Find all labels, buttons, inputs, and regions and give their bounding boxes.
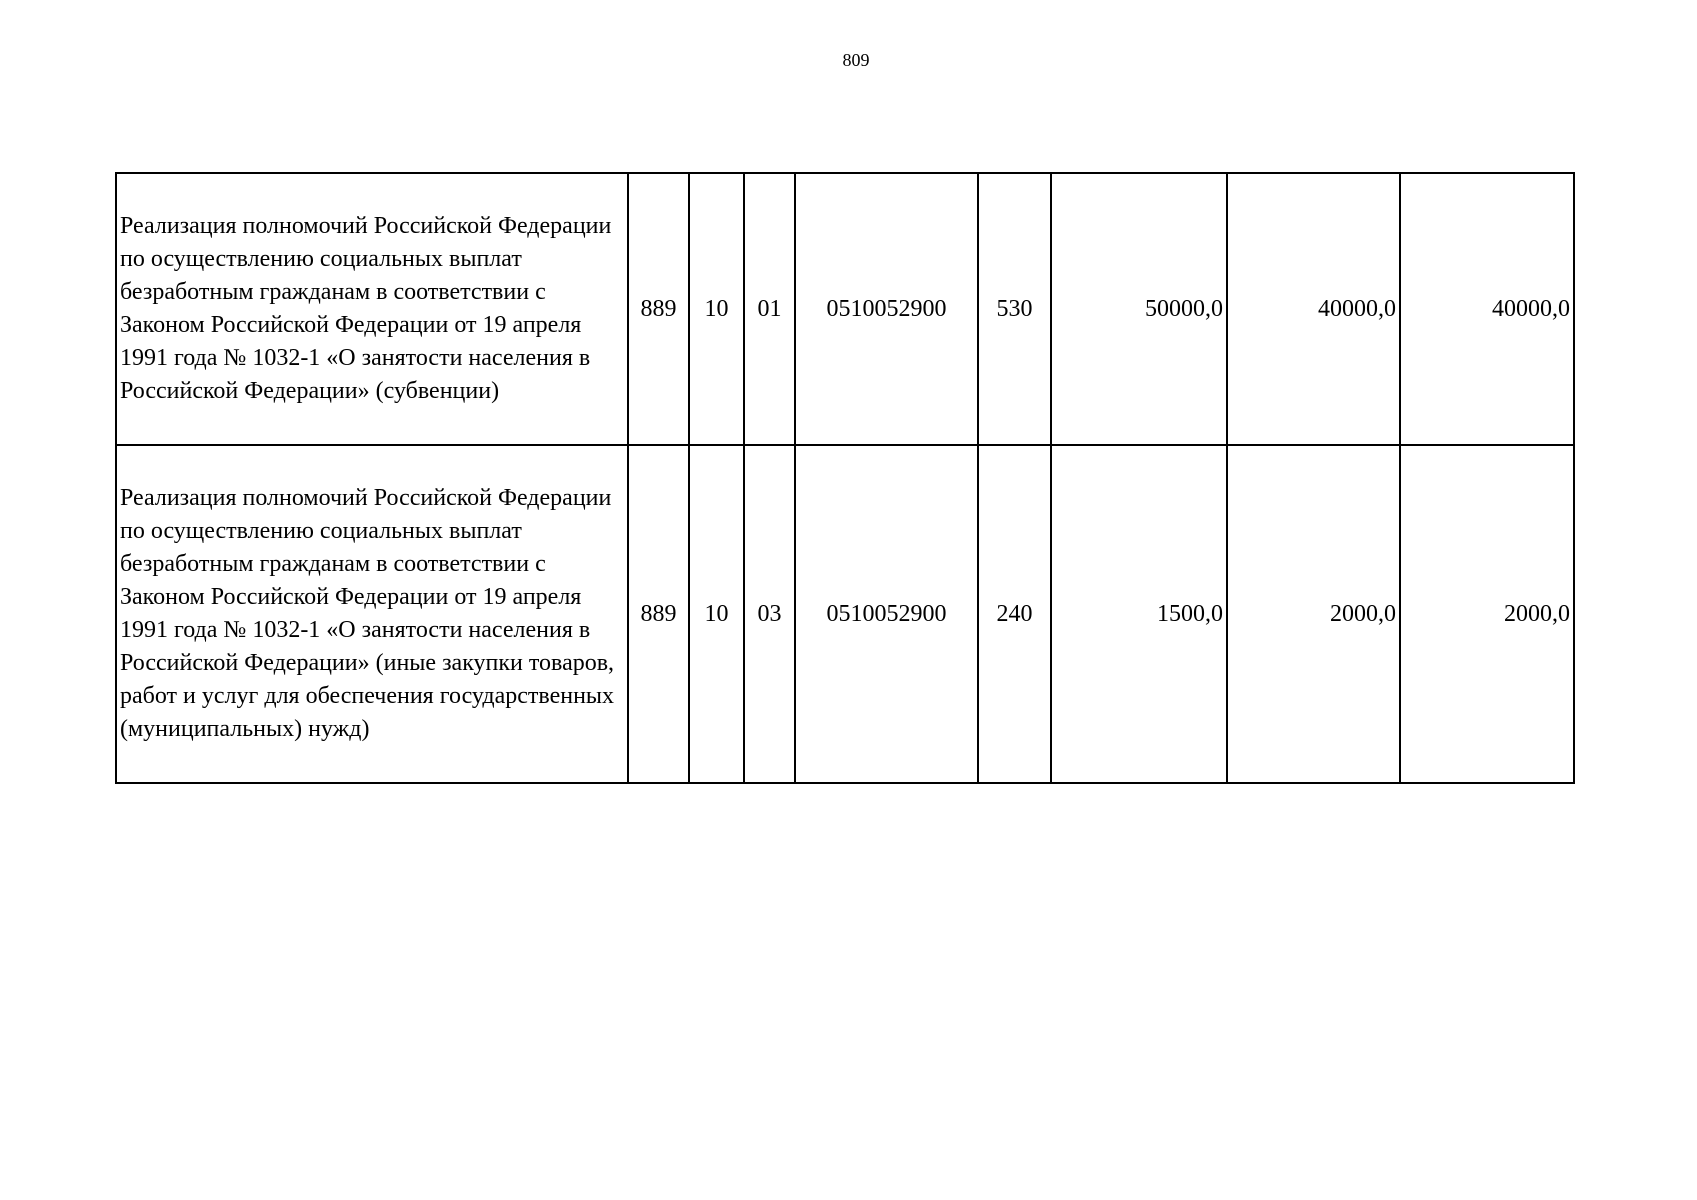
ministry-code-cell: 889 [628, 173, 689, 445]
description-cell: Реализация полномочий Российской Федерации по осуществлению социальных выплат безработным гражданам в соответствии с Законом Российской Федерации от 19 апреля 1991 года № 1032-1 «О занятости населения в Российской Федерации» (субвенции) [116, 173, 628, 445]
table-row [116, 173, 1574, 445]
table-row [116, 445, 1574, 783]
amount-3-cell: 2000,0 [1400, 445, 1574, 783]
description-cell: Реализация полномочий Российской Федерации по осуществлению социальных выплат безработным гражданам в соответствии с Законом Российской Федерации от 19 апреля 1991 года № 1032-1 «О занятости населения в Российской Федерации» (иные закупки товаров, работ и услуг для обеспечения государственных (муниципальных) нужд) [116, 445, 628, 783]
target-article-cell: 0510052900 [795, 445, 978, 783]
expense-type-cell: 530 [978, 173, 1051, 445]
target-article-cell: 0510052900 [795, 173, 978, 445]
subsection-code-cell: 03 [744, 445, 795, 783]
section-code-cell: 10 [689, 445, 744, 783]
subsection-code-cell: 01 [744, 173, 795, 445]
amount-1-cell: 1500,0 [1051, 445, 1227, 783]
budget-table [115, 172, 1575, 784]
amount-2-cell: 40000,0 [1227, 173, 1400, 445]
section-code-cell: 10 [689, 173, 744, 445]
amount-2-cell: 2000,0 [1227, 445, 1400, 783]
amount-1-cell: 50000,0 [1051, 173, 1227, 445]
page-number: 809 [842, 50, 870, 70]
ministry-code-cell: 889 [628, 445, 689, 783]
amount-3-cell: 40000,0 [1400, 173, 1574, 445]
expense-type-cell: 240 [978, 445, 1051, 783]
